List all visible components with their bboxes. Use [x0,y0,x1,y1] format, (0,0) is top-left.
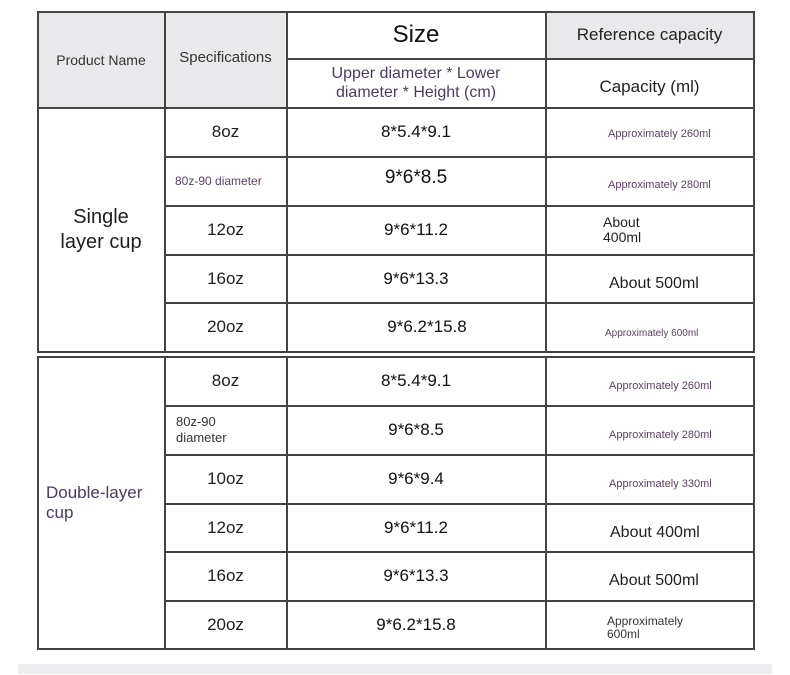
size-cell: 9*6*8.5 [384,167,448,188]
capacity-cell: Approximately 330ml [609,478,712,490]
size-cell: 8*5.4*9.1 [381,371,451,390]
capacity-cell: Approximately 280ml [609,429,712,441]
header-size-subtitle: Upper diameter * Lower diameter * Height (cm) [331,65,501,101]
capacity-cell: Approximately 280ml [608,179,711,191]
capacity-cell: About 500ml [609,275,699,292]
size-cell: 8*5.4*9.1 [381,122,451,141]
capacity-cell: About 500ml [609,572,699,589]
spec-cell: 8oz [211,122,240,141]
spec-cell: 80z-90 diameter [175,174,262,188]
size-cell: 9*6*13.3 [383,566,449,585]
size-cell: 9*6*11.2 [384,220,448,239]
bottom-divider-bar [18,664,772,674]
capacity-cell: Approximately 600ml [605,327,699,339]
spec-cell: 12oz [207,517,244,537]
group-name-double: Double-layer cup [46,482,143,522]
spec-cell: 8oz [211,371,240,390]
size-cell: 9*6*8.5 [388,420,444,439]
capacity-cell: Approximately 600ml [607,614,684,641]
header-capacity-ml: Capacity (ml) [599,77,700,96]
capacity-cell: Approximately 260ml [609,380,712,392]
size-cell: 9*6.2*15.8 [376,614,456,634]
size-cell: 9*6.2*15.8 [387,317,467,336]
capacity-cell: About 400ml [603,214,642,245]
spec-cell: 80z-90 diameter [176,414,227,445]
header-product-name: Product Name [56,52,146,68]
capacity-cell: About 400ml [610,523,700,541]
header-size: Size [392,21,440,48]
size-cell: 9*6*13.3 [383,269,449,288]
spec-cell: 16oz [207,269,244,288]
spec-cell: 20oz [207,614,244,634]
capacity-cell: Approximately 260ml [608,128,711,140]
size-cell: 9*6*11.2 [384,517,448,537]
header-specifications: Specifications [179,48,272,66]
spec-cell: 12oz [207,220,244,239]
spec-cell: 10oz [207,469,244,488]
spec-cell: 16oz [207,566,244,585]
group-name-single: Single layer cup [60,205,142,253]
header-reference-capacity: Reference capacity [576,25,723,44]
size-cell: 9*6*9.4 [388,469,444,488]
spec-cell: 20oz [207,317,244,336]
